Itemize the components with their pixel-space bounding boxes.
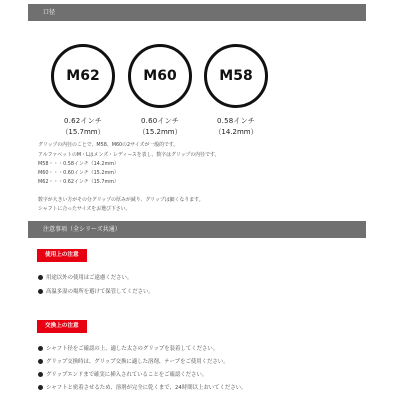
bullet-icon (38, 359, 43, 364)
bullet-icon (38, 385, 43, 390)
ring-m60 (128, 44, 192, 108)
size-mm: （15.2mm） (138, 128, 182, 136)
exchange-item (38, 357, 229, 365)
bullet-icon (38, 346, 43, 351)
desc-line: アルファベットのM・Lはメンズ・レディースを表し、数字はグリップの内径です。 (38, 152, 220, 158)
exchange-item (38, 370, 207, 378)
section-header-bore (28, 4, 366, 21)
size-rings (0, 44, 400, 134)
size-mm: （14.2mm） (214, 128, 258, 136)
usage-label: 使用上の注意 (37, 249, 87, 262)
desc-note: 数字が大きい方がその分グリップの厚みが減り、グリップは細くなります。 (38, 197, 204, 203)
ring-m62 (51, 44, 115, 108)
exchange-item-text: グリップエンドまで確実に挿入されていることをご確認ください。 (46, 372, 208, 378)
size-code: M58 (219, 68, 253, 84)
ring-m58 (204, 44, 268, 108)
exchange-item-text: グリップ交換時は、グリップ交換に適した溶剤、テープをご使用ください。 (46, 359, 229, 365)
usage-item-text: 高温多湿の場所を避けて保管してください。 (46, 289, 154, 295)
bullet-icon (38, 289, 43, 294)
usage-item (38, 287, 154, 295)
exchange-item-text: シャフト径をご確認の上、適した太さのグリップを装着してください。 (46, 346, 219, 352)
desc-line: M62・・・0.62インチ（15.7mm） (38, 179, 119, 185)
size-m62 (51, 44, 115, 137)
size-inch: 0.58インチ (217, 117, 255, 125)
section-header-notes (28, 221, 366, 238)
size-code: M62 (66, 68, 100, 84)
desc-line: M58・・・0.58インチ（14.2mm） (38, 161, 119, 167)
exchange-item (38, 344, 218, 352)
bullet-icon (38, 275, 43, 280)
size-inch: 0.60インチ (141, 117, 179, 125)
bullet-icon (38, 372, 43, 377)
usage-item (38, 273, 132, 281)
size-m58 (204, 44, 268, 137)
exchange-label: 交換上の注意 (37, 320, 87, 333)
size-code: M60 (143, 68, 177, 84)
size-inch: 0.62インチ (64, 117, 102, 125)
size-m60 (128, 44, 192, 137)
desc-line: グリップの内径のことで、M58、M60の2サイズが一般的です。 (38, 142, 179, 148)
exchange-item-text: シャフトと密着させるため、溶剤が完全に乾くまで、24時間以上おいてください。 (46, 385, 247, 391)
exchange-item (38, 383, 247, 391)
desc-note: シャフトに合ったサイズをお選び下さい。 (38, 206, 131, 212)
size-mm: （15.7mm） (61, 128, 105, 136)
desc-line: M60・・・0.60インチ（15.2mm） (38, 170, 119, 176)
usage-item-text: 用途以外の使用はご遠慮ください。 (46, 275, 133, 281)
section-title: 口径 (43, 9, 56, 16)
section-title: 注意事項（全シリーズ共通） (43, 226, 121, 233)
